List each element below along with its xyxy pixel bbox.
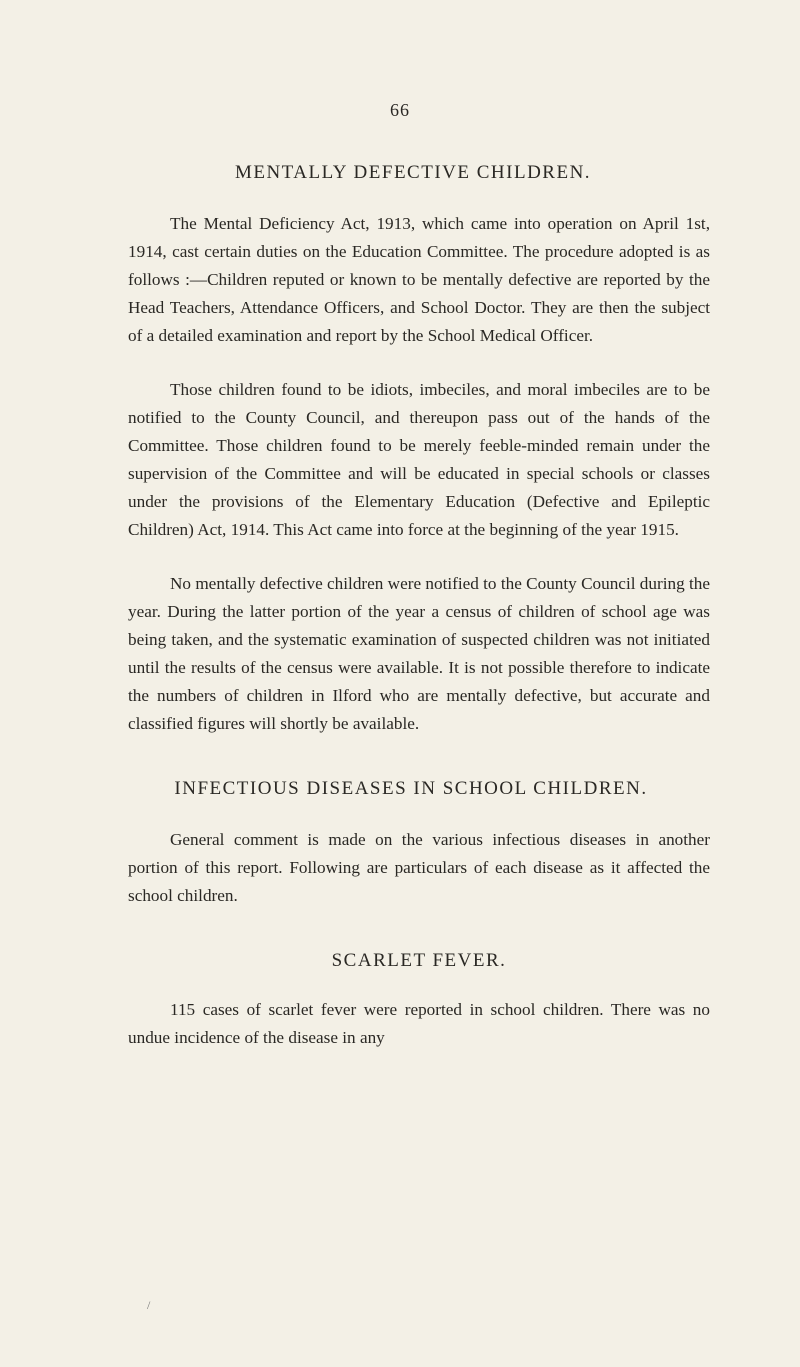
section-heading-scarlet-fever: SCARLET FEVER. (331, 950, 507, 971)
paragraph: The Mental Deficiency Act, 1913, which came into operation on April 1st, 1914, cast certain duties on the Education Committee. The procedure adopted is as follows :—Children reputed or known to be mentally defective are reported by the Head Teachers, Attendance Officers, and School Doctor. They are then the subject of a detailed examination and report by the School Medical Officer. (128, 214, 710, 345)
paragraph: No mentally defective children were notified to the County Council during the year. During the latter portion of the year a census of children of school age was being taken, and the systematic examination of suspected children was not initiated until the results of the census were available. It is not possible therefore to indicate the numbers of children in Ilford who are mentally defective, but accurate and classified figures will shortly be available. (128, 574, 710, 733)
paragraph: Those children found to be idiots, imbeciles, and moral imbeciles are to be notified to the County Council, and thereupon pass out of the hands of the Committee. Those children found to be merely feeble-minded remain under the supervision of the Committee and will be educated in special schools or classes under the provisions of the Elementary Education (Defective and Epileptic Children) Act, 1914. This Act came into force at the beginning of the year 1915. (128, 380, 710, 539)
section-heading-infectious-diseases: INFECTIOUS DISEASES IN SCHOOL CHILDREN. (174, 778, 648, 799)
page-content (128, 160, 710, 1052)
page-number: 66 (390, 100, 410, 120)
paragraph: 115 cases of scarlet fever were reported in school children. There was no undue incidence of the disease in any (128, 1000, 710, 1047)
section-heading-mentally-defective: MENTALLY DEFECTIVE CHILDREN. (234, 162, 592, 183)
paragraph: General comment is made on the various infectious diseases in another portion of this report. Following are particulars of each disease as it affected the school children. (128, 830, 710, 905)
stray-ink-mark: / (147, 1298, 151, 1312)
